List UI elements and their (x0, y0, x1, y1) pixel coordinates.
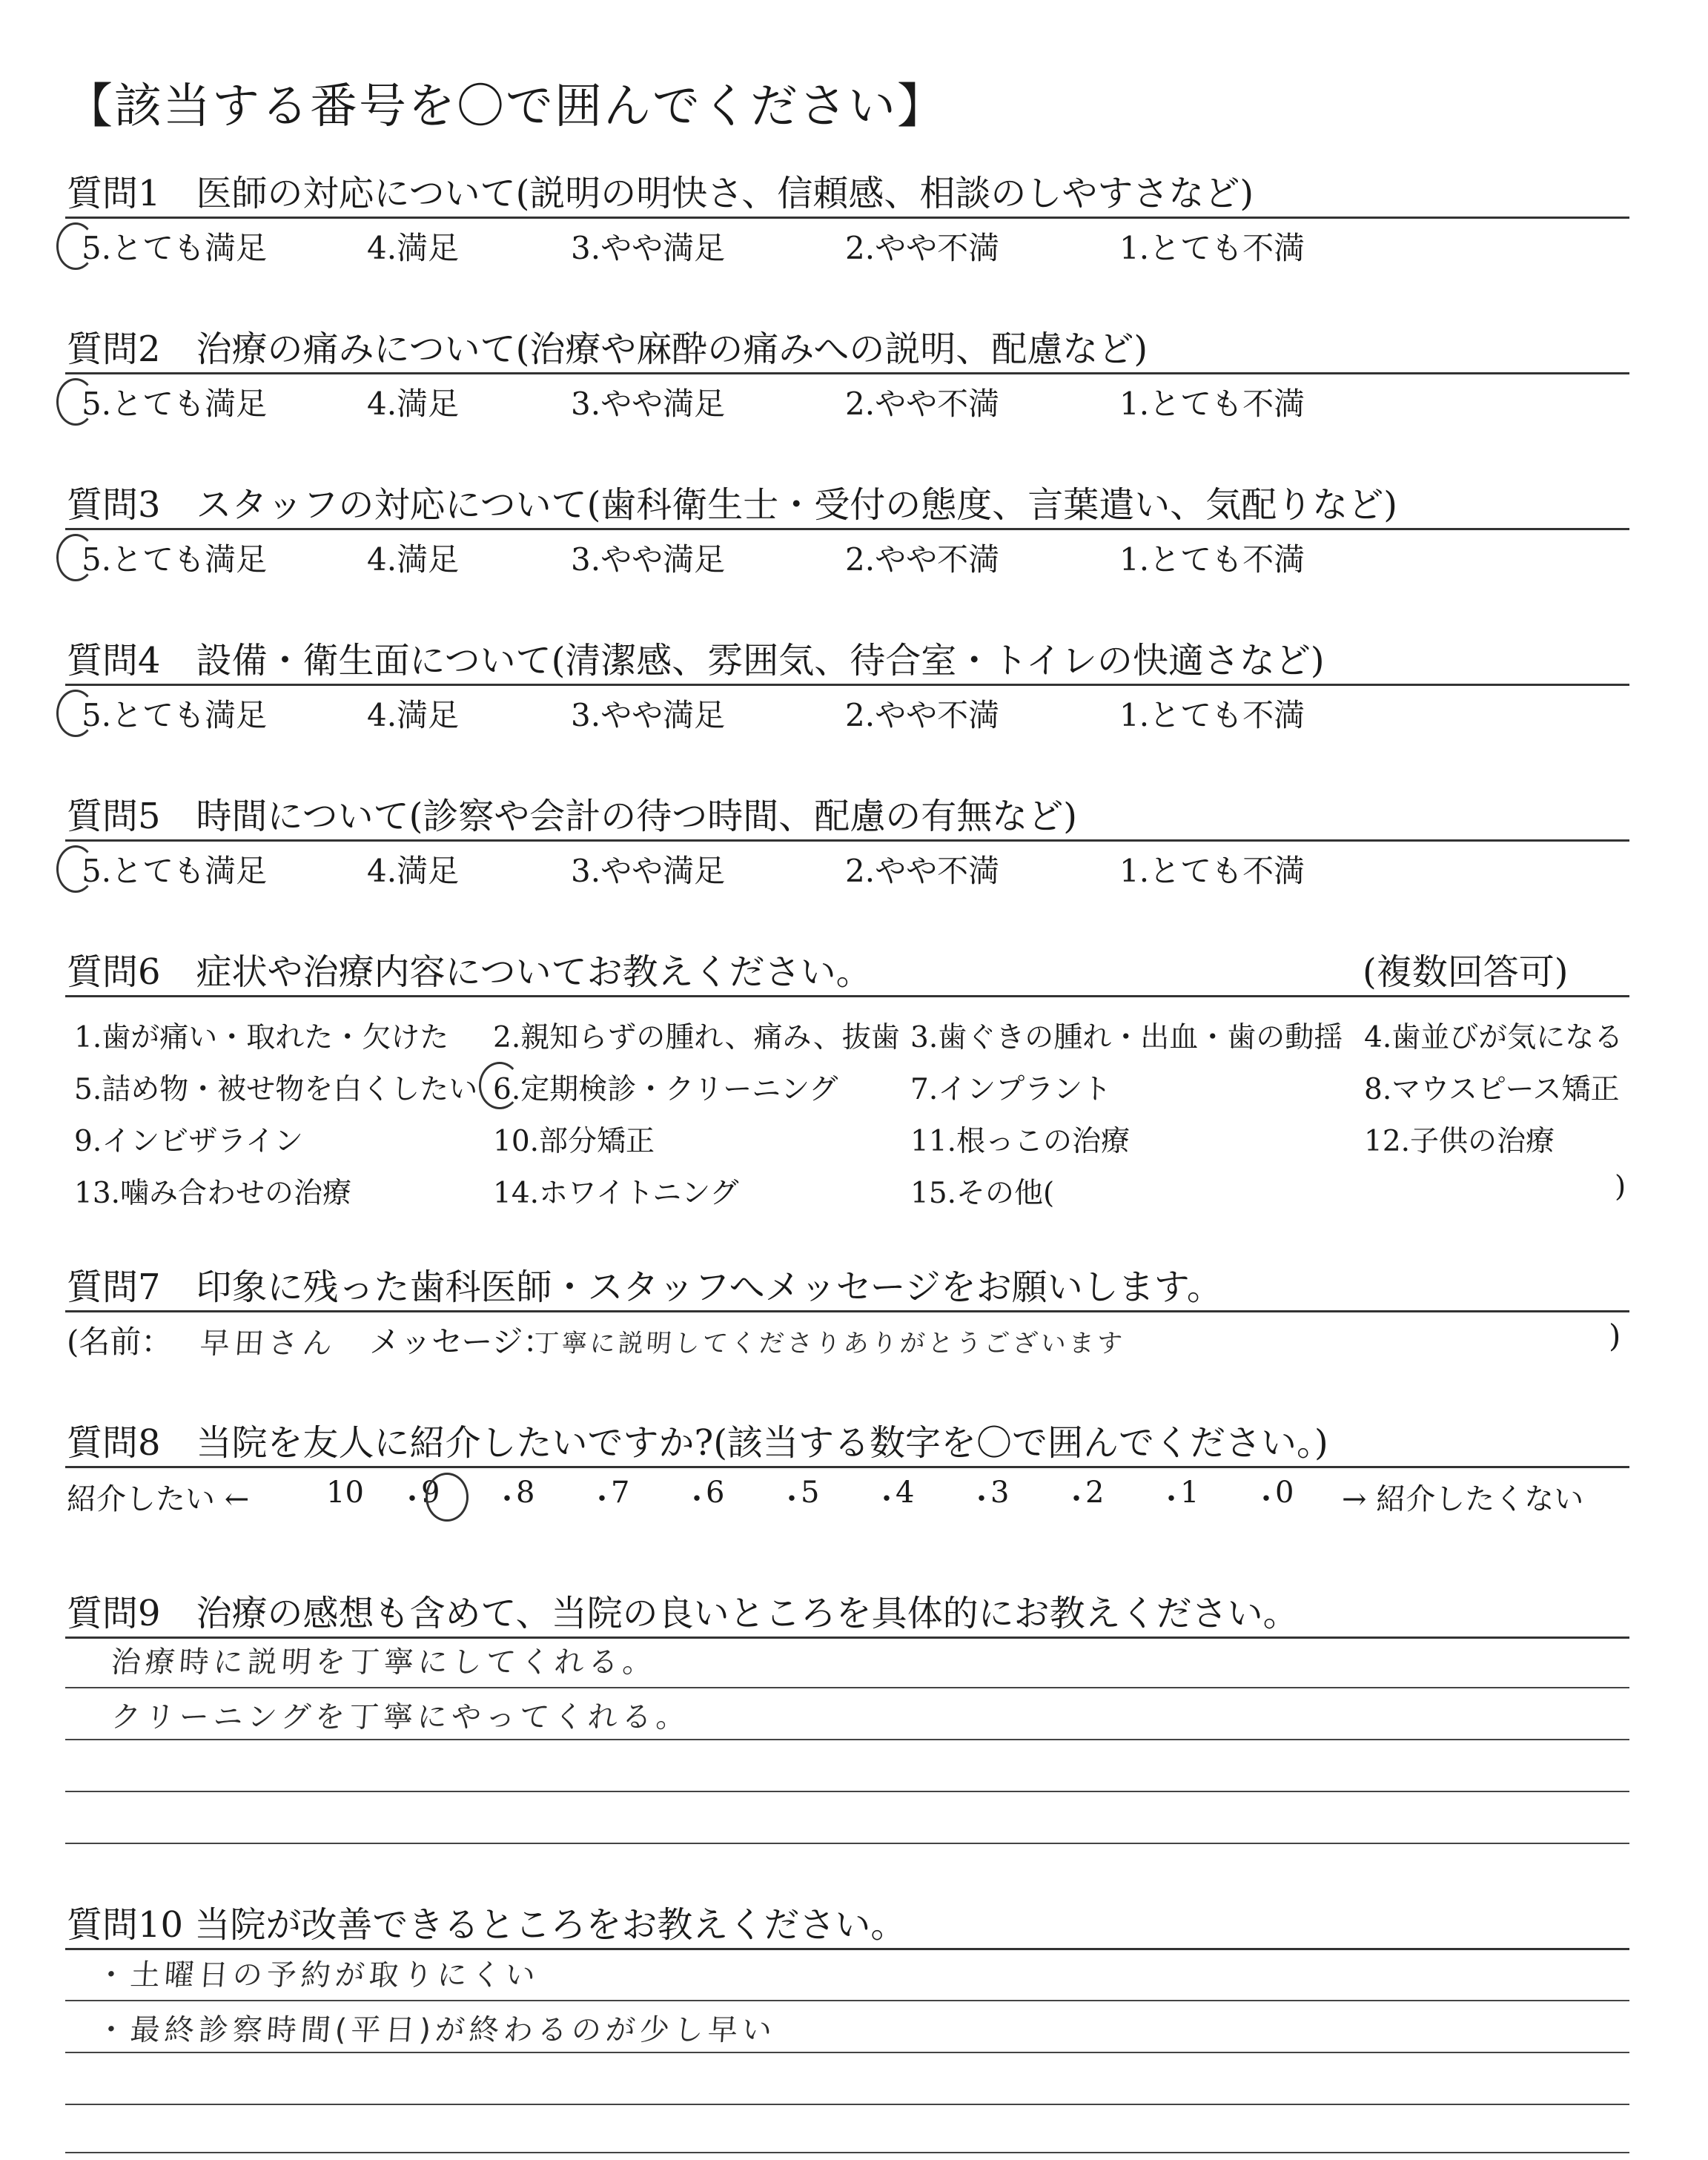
rating-option-q4-2[interactable]: 2.やや不満 (845, 697, 1000, 733)
question-10-heading: 質問10 当院が改善できるところをお教えください。 (67, 1904, 907, 1946)
question-9-heading: 質問9 治療の感想も含めて、当院の良いところを具体的にお教えください。 (67, 1593, 1299, 1634)
rating-option-q4-4[interactable]: 4.満足 (367, 697, 460, 733)
rating-option-q4-5[interactable]: 5.とても満足 (82, 697, 268, 733)
rating-option-q3-5[interactable]: 5.とても満足 (82, 541, 268, 578)
rating-option-q2-2[interactable]: 2.やや不満 (845, 386, 1000, 422)
recommend-score-6[interactable]: 6 (706, 1476, 725, 1510)
answer-circle-9[interactable] (426, 1473, 469, 1522)
rating-option-q5-4[interactable]: 4.満足 (367, 853, 460, 889)
recommend-score-4[interactable]: 4 (896, 1476, 915, 1510)
symptom-option-9[interactable]: 9.インビザライン (74, 1125, 304, 1158)
answer-line (65, 2052, 1629, 2053)
name-value[interactable]: 早田さん (199, 1327, 338, 1361)
rating-option-q1-4[interactable]: 4.満足 (367, 230, 460, 266)
other-close-paren: ) (1615, 1170, 1626, 1203)
answer-circle-q1[interactable] (56, 222, 95, 270)
rating-option-q2-4[interactable]: 4.満足 (367, 386, 460, 422)
symptom-option-11[interactable]: 11.根っこの治療 (910, 1125, 1131, 1158)
rating-option-q1-2[interactable]: 2.やや不満 (845, 230, 1000, 266)
name-label: (名前： (67, 1324, 173, 1360)
divider (65, 528, 1629, 530)
scale-separator: ・ (587, 1482, 617, 1516)
scale-separator: ・ (682, 1482, 712, 1516)
scale-separator: ・ (1156, 1482, 1186, 1516)
multiple-answer-note: (複数回答可) (1363, 951, 1569, 993)
scale-separator: ・ (872, 1482, 901, 1516)
symptom-option-3[interactable]: 3.歯ぐきの腫れ・出血・歯の動揺 (910, 1021, 1343, 1054)
question-4-heading: 質問4 設備・衛生面について(清潔感、雰囲気、待合室・トイレの快適さなど) (67, 640, 1325, 681)
recommend-score-7[interactable]: 7 (611, 1476, 630, 1510)
rating-option-q5-3[interactable]: 3.やや満足 (571, 853, 726, 889)
question-8-heading: 質問8 当院を友人に紹介したいですか?(該当する数字を〇で囲んでください。) (67, 1422, 1328, 1464)
rating-option-q1-3[interactable]: 3.やや満足 (571, 230, 726, 266)
rating-option-q2-5[interactable]: 5.とても満足 (82, 386, 268, 422)
divider (65, 1466, 1629, 1468)
recommend-score-3[interactable]: 3 (990, 1476, 1010, 1510)
recommend-score-0[interactable]: 0 (1275, 1476, 1294, 1510)
question-2-heading: 質問2 治療の痛みについて(治療や麻酔の痛みへの説明、配慮など) (67, 328, 1148, 370)
recommend-score-5[interactable]: 5 (801, 1476, 820, 1510)
scale-separator: ・ (777, 1482, 807, 1516)
answer-circle-q3[interactable] (56, 534, 95, 581)
rating-option-q4-1[interactable]: 1.とても不満 (1119, 697, 1305, 733)
rating-option-q3-1[interactable]: 1.とても不満 (1119, 541, 1305, 578)
question-1-heading: 質問1 医師の対応について(説明の明快さ、信頼感、相談のしやすさなど) (67, 173, 1254, 214)
divider (65, 1310, 1629, 1312)
scale-separator: ・ (397, 1482, 427, 1516)
divider (65, 217, 1629, 219)
rating-option-q1-1[interactable]: 1.とても不満 (1119, 230, 1305, 266)
rating-option-q5-1[interactable]: 1.とても不満 (1119, 853, 1305, 889)
question-6-heading: 質問6 症状や治療内容についてお教えください。 (67, 951, 872, 993)
good-point-answer-1[interactable]: 治療時に説明を丁寧にしてくれる。 (110, 1645, 658, 1680)
answer-circle-6[interactable] (479, 1062, 520, 1109)
answer-circle-q5[interactable] (56, 845, 95, 893)
answer-circle-q2[interactable] (56, 378, 95, 426)
divider (65, 372, 1629, 374)
question-5-heading: 質問5 時間について(診察や会計の待つ時間、配慮の有無など) (67, 796, 1078, 837)
improvement-answer-1[interactable]: ・土曜日の予約が取りにくい (95, 1958, 541, 1992)
form-title: 【該当する番号を〇で囲んでください】 (65, 79, 946, 134)
question-3-heading: 質問3 スタッフの対応について(歯科衛生士・受付の態度、言葉遣い、気配りなど) (67, 484, 1398, 526)
rating-option-q4-3[interactable]: 3.やや満足 (571, 697, 726, 733)
divider (65, 839, 1629, 842)
symptom-option-12[interactable]: 12.子供の治療 (1364, 1125, 1555, 1158)
rating-option-q5-2[interactable]: 2.やや不満 (845, 853, 1000, 889)
recommend-left-label: 紹介したい ← (67, 1482, 250, 1516)
question-7-heading: 質問7 印象に残った歯科医師・スタッフへメッセージをお願いします。 (67, 1266, 1222, 1308)
message-value[interactable]: 丁寧に説明してくださりありがとうございます (532, 1329, 1127, 1358)
rating-option-q1-5[interactable]: 5.とても満足 (82, 230, 268, 266)
recommend-score-9[interactable]: 9 (421, 1476, 440, 1510)
scale-separator: ・ (1251, 1482, 1281, 1516)
scale-separator: ・ (1062, 1482, 1091, 1516)
answer-line (65, 2104, 1629, 2105)
answer-line (65, 2000, 1629, 2001)
symptom-option-14[interactable]: 14.ホワイトニング (493, 1177, 739, 1210)
answer-line (65, 1843, 1629, 1844)
improvement-answer-2[interactable]: ・最終診察時間(平日)が終わるのが少し早い (95, 2013, 778, 2047)
symptom-option-13[interactable]: 13.噛み合わせの治療 (74, 1177, 352, 1210)
recommend-score-2[interactable]: 2 (1085, 1476, 1105, 1510)
answer-line (65, 2152, 1629, 2153)
answer-circle-q4[interactable] (56, 690, 95, 737)
recommend-score-10[interactable]: 10 (326, 1476, 364, 1510)
good-point-answer-2[interactable]: クリーニングを丁寧にやってくれる。 (110, 1700, 692, 1734)
symptom-option-10[interactable]: 10.部分矯正 (493, 1125, 655, 1158)
scale-separator: ・ (492, 1482, 522, 1516)
symptom-option-5[interactable]: 5.詰め物・被せ物を白くしたい (74, 1073, 478, 1106)
scale-separator: ・ (967, 1482, 996, 1516)
answer-line (65, 1791, 1629, 1792)
rating-option-q3-2[interactable]: 2.やや不満 (845, 541, 1000, 578)
rating-option-q3-3[interactable]: 3.やや満足 (571, 541, 726, 578)
answer-line (65, 1687, 1629, 1688)
recommend-score-1[interactable]: 1 (1180, 1476, 1199, 1510)
divider (65, 995, 1629, 997)
symptom-option-4[interactable]: 4.歯並びが気になる (1364, 1021, 1623, 1054)
rating-option-q2-3[interactable]: 3.やや満足 (571, 386, 726, 422)
symptom-option-6[interactable]: 6.定期検診・クリーニング (493, 1073, 838, 1106)
recommend-right-label: → 紹介したくない (1342, 1482, 1584, 1516)
symptom-option-8[interactable]: 8.マウスピース矯正 (1364, 1073, 1620, 1106)
message-label: メッセージ： (369, 1324, 555, 1360)
close-paren: ) (1609, 1318, 1621, 1354)
recommend-score-8[interactable]: 8 (516, 1476, 535, 1510)
symptom-option-2[interactable]: 2.親知らずの腫れ、痛み、抜歯 (493, 1021, 900, 1054)
answer-line (65, 1739, 1629, 1740)
rating-option-q5-5[interactable]: 5.とても満足 (82, 853, 268, 889)
rating-option-q2-1[interactable]: 1.とても不満 (1119, 386, 1305, 422)
symptom-option-7[interactable]: 7.インプラント (910, 1073, 1112, 1106)
symptom-option-15[interactable]: 15.その他( (910, 1177, 1055, 1210)
symptom-option-1[interactable]: 1.歯が痛い・取れた・欠けた (74, 1021, 449, 1054)
divider (65, 1948, 1629, 1950)
rating-option-q3-4[interactable]: 4.満足 (367, 541, 460, 578)
divider (65, 684, 1629, 686)
